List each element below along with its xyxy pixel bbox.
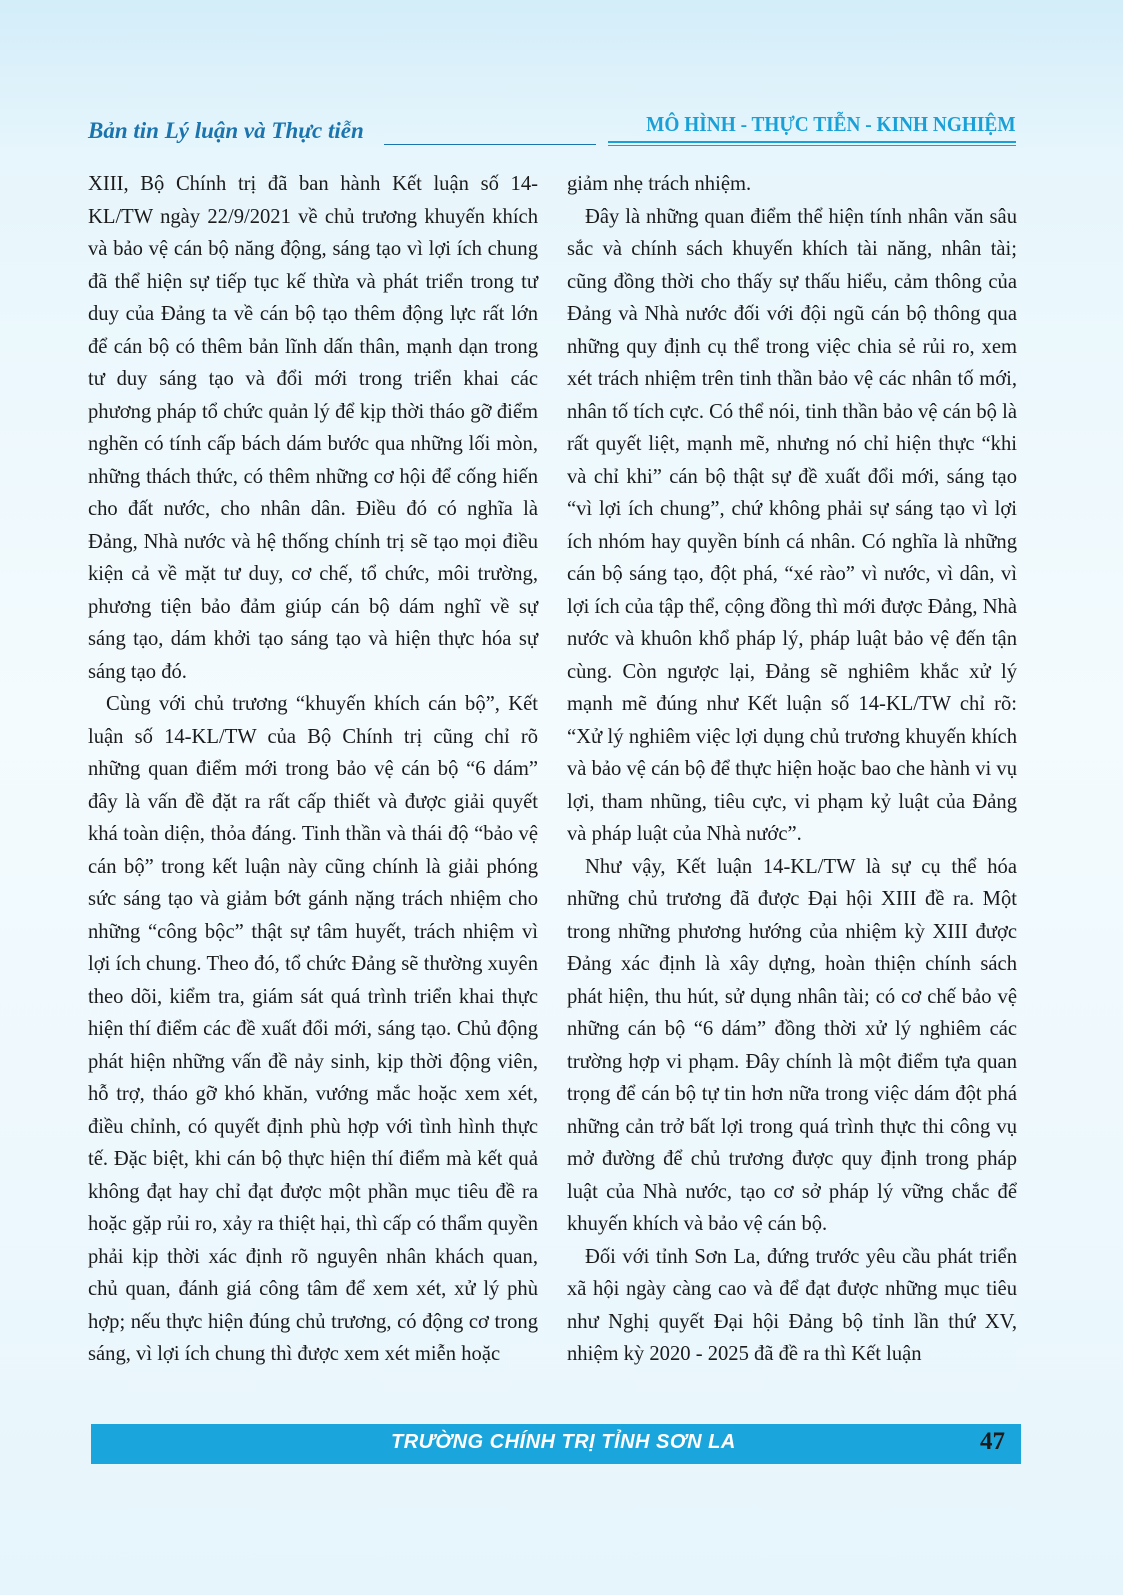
header-rule-left <box>384 144 596 145</box>
header-rule-right <box>608 141 1016 143</box>
page-header <box>88 108 1016 158</box>
paragraph: giảm nhẹ trách nhiệm. <box>567 173 752 195</box>
section-title: MÔ HÌNH - THỰC TIỄN - KINH NGHIỆM <box>646 112 1016 136</box>
footer-school-name: TRƯỜNG CHÍNH TRỊ TỈNH SƠN LA <box>391 1431 736 1453</box>
paragraph: Như vậy, Kết luận 14-KL/TW là sự cụ thể hóa những chủ trương đã được Đại hội XIII đề ra. Một trong những phương hướng của nhiệm kỳ XIII được Đảng xác định là xây dựng, hoàn thiện chính sách phát hiện, thu hút, sử dụng nhân tài; có cơ chế bảo vệ những cán bộ “6 dám” đồng thời xử lý nghiêm các trường hợp vi phạm. Đây chính là một điểm tựa quan trọng để cán bộ tự tin hơn nữa trong việc dám đột phá những cản trở bất lợi trong quá trình thực thi công vụ mở đường để chủ trương được quy định trong pháp luật của Nhà nước, tạo cơ sở pháp lý vững chắc để khuyến khích và bảo vệ cán bộ. <box>567 855 1017 1235</box>
bulletin-title: Bản tin Lý luận và Thực tiễn <box>88 118 364 143</box>
left-column <box>88 168 538 1371</box>
paragraph: Đối với tỉnh Sơn La, đứng trước yêu cầu phát triển xã hội ngày càng cao và để đạt được những mục tiêu như Nghị quyết Đại hội Đảng bộ tỉnh lần thứ XV, nhiệm kỳ 2020 - 2025 đã đề ra thì Kết luận <box>567 1245 1017 1365</box>
page-footer <box>91 1424 1021 1464</box>
paragraph: XIII, Bộ Chính trị đã ban hành Kết luận số 14-KL/TW ngày 22/9/2021 về chủ trương khuyến khích và bảo vệ cán bộ năng động, sáng tạo vì lợi ích chung đã thể hiện sự tiếp tục kế thừa và phát triển trong tư duy của Đảng ta về cán bộ tạo thêm động lực rất lớn để cán bộ có thêm bản lĩnh dấn thân, mạnh dạn trong tư duy sáng tạo và đổi mới trong triển khai các phương pháp tổ chức quản lý để kịp thời tháo gỡ điểm nghẽn có tính cấp bách dám bước qua những lối mòn, những thách thức, có thêm những cơ hội để cống hiến cho đất nước, cho nhân dân. Điều đó có nghĩa là Đảng, Nhà nước và hệ thống chính trị sẽ tạo mọi điều kiện cả về mặt tư duy, cơ chế, tổ chức, môi trường, phương tiện bảo đảm giúp cán bộ dám nghĩ về sự sáng tạo, dám khởi tạo sáng tạo và hiện thực hóa sự sáng tạo đó. <box>88 173 538 683</box>
right-column <box>567 168 1017 1371</box>
paragraph: Cùng với chủ trương “khuyến khích cán bộ”, Kết luận số 14-KL/TW của Bộ Chính trị cũng chỉ rõ những quan điểm mới trong bảo vệ cán bộ “6 dám” đây là vấn đề đặt ra rất cấp thiết và được giải quyết khá toàn diện, thỏa đáng. Tinh thần và thái độ “bảo vệ cán bộ” trong kết luận này cũng chính là giải phóng sức sáng tạo và giảm bớt gánh nặng trách nhiệm cho những “công bộc” thật sự tâm huyết, trách nhiệm vì lợi ích chung. Theo đó, tổ chức Đảng sẽ thường xuyên theo dõi, kiểm tra, giám sát quá trình triển khai thực hiện thí điểm các đề xuất đổi mới, sáng tạo. Chủ động phát hiện những vấn đề nảy sinh, kịp thời động viên, hỗ trợ, tháo gỡ khó khăn, vướng mắc hoặc xem xét, điều chỉnh, có quyết định phù hợp với tình hình thực tế. Đặc biệt, khi cán bộ thực hiện thí điểm mà kết quả không đạt hay chỉ đạt được một phần mục tiêu đề ra hoặc gặp rủi ro, xảy ra thiệt hại, thì cấp có thẩm quyền phải kịp thời xác định rõ nguyên nhân khách quan, chủ quan, đánh giá công tâm để xem xét, xử lý phù hợp; nếu thực hiện đúng chủ trương, có động cơ trong sáng, vì lợi ích chung thì được xem xét miễn hoặc <box>88 693 538 1365</box>
header-rule-right-thin <box>608 145 1016 146</box>
page-number: 47 <box>980 1428 1005 1455</box>
paragraph: Đây là những quan điểm thể hiện tính nhân văn sâu sắc và chính sách khuyến khích tài năng, nhân tài; cũng đồng thời cho thấy sự thấu hiểu, cảm thông của Đảng và Nhà nước đối với đội ngũ cán bộ thông qua những quy định cụ thể trong việc chia sẻ rủi ro, xem xét trách nhiệm trên tinh thần bảo vệ các nhân tố mới, nhân tố tích cực. Có thể nói, tinh thần bảo vệ cán bộ là rất quyết liệt, mạnh mẽ, nhưng nó chỉ hiện thực “khi và chỉ khi” cán bộ thật sự đề xuất đổi mới, sáng tạo “vì lợi ích chung”, chứ không phải sự sáng tạo vì lợi ích nhóm hay quyền bính cá nhân. Có nghĩa là những cán bộ sáng tạo, đột phá, “xé rào” vì nước, vì dân, vì lợi ích của tập thể, cộng đồng thì mới được Đảng, Nhà nước và khuôn khổ pháp lý, pháp luật bảo vệ đến tận cùng. Còn ngược lại, Đảng sẽ nghiêm khắc xử lý mạnh mẽ đúng như Kết luận số 14-KL/TW chỉ rõ: “Xử lý nghiêm việc lợi dụng chủ trương khuyến khích và bảo vệ cán bộ để thực hiện hoặc bao che hành vi vụ lợi, tham nhũng, tiêu cực, vi phạm kỷ luật của Đảng và pháp luật của Nhà nước”. <box>567 205 1017 845</box>
